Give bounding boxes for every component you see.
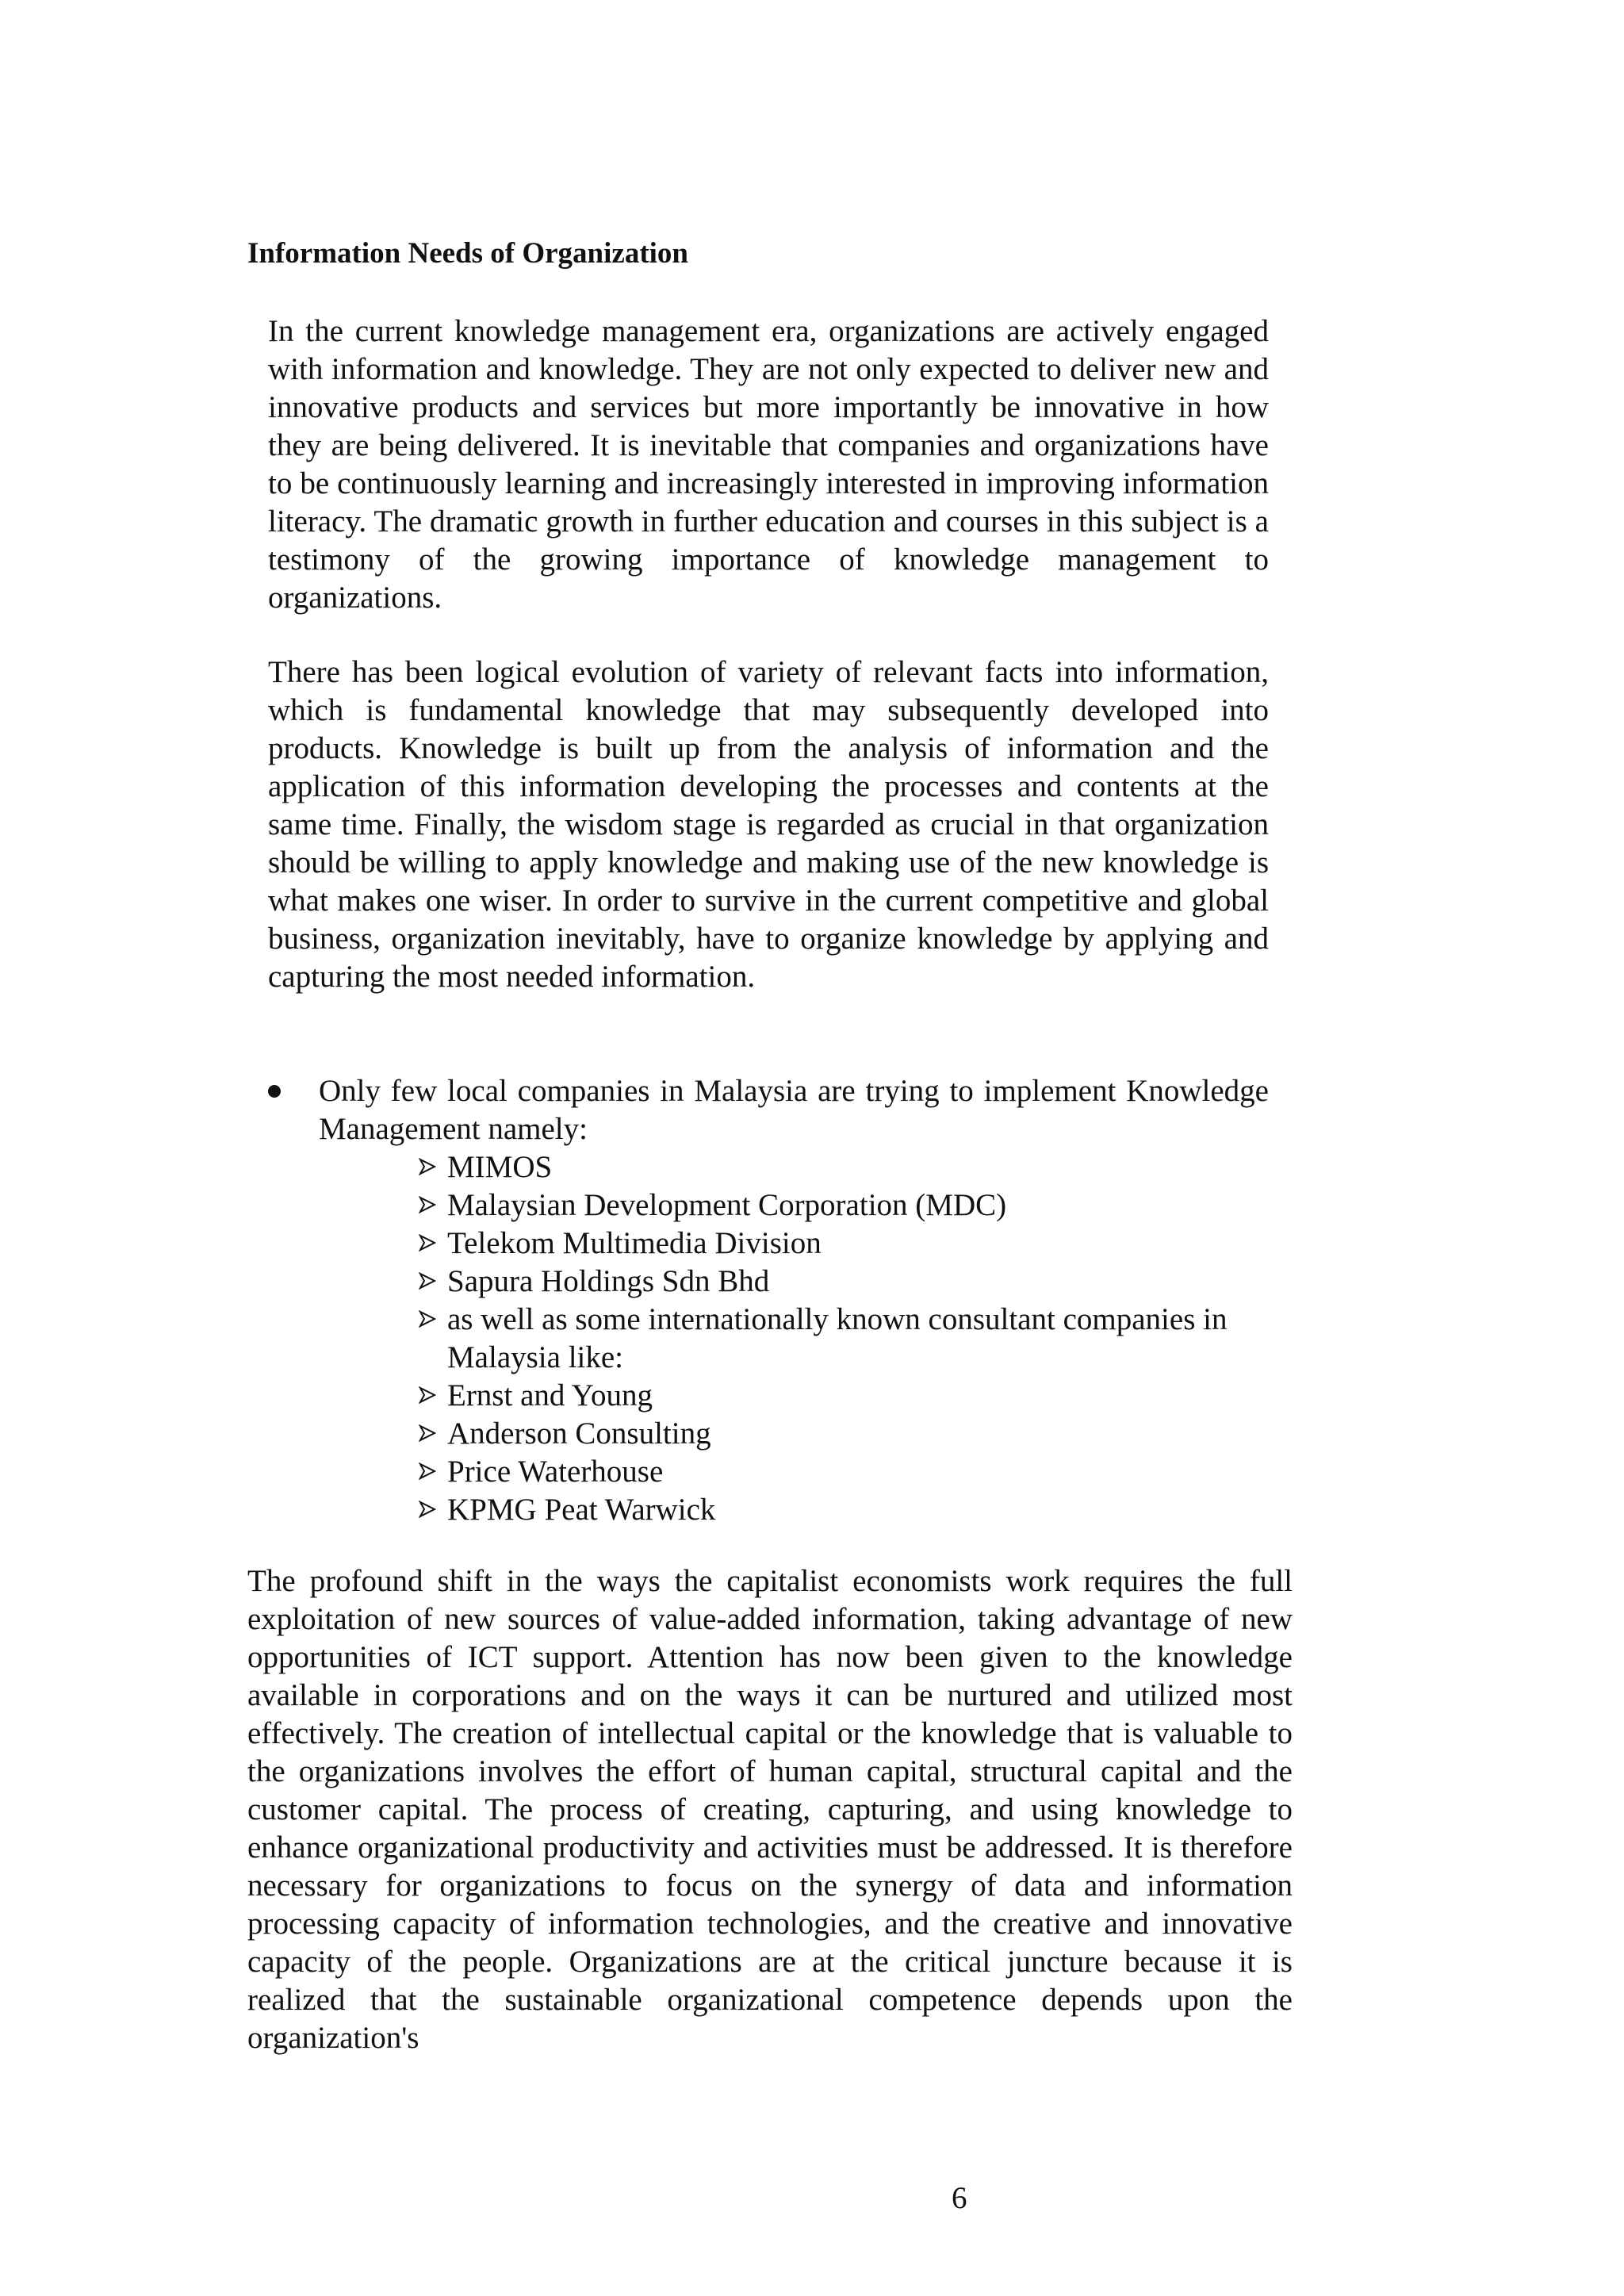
arrowhead-bullet-icon bbox=[419, 1462, 436, 1480]
paragraph-closing: The profound shift in the ways the capitalist economists work requires the full exploitation of new sources of value-added information, taking advantage of new opportunities of ICT support. Attention has now been given to the knowledge available in corporations and on the ways it can be nurtured and utilized most effectively. The creation of intellectual capital or the knowledge that is valuable to the organizations involves the effort of human capital, structural capital and the customer capital. The process of creating, capturing, and using knowledge to enhance organizational productivity and activities must be addressed. It is therefore necessary for organizations to focus on the synergy of data and information processing capacity of information technologies, and the creative and innovative capacity of the people. Organizations are at the critical juncture because it is realized that the sustainable organizational competence depends upon the organization's bbox=[247, 1564, 1293, 2055]
bullet-text: Only few local companies in Malaysia are trying to implement Knowledge Management namely: bbox=[319, 1074, 1269, 1146]
list-item-text: Sapura Holdings Sdn Bhd bbox=[447, 1264, 770, 1298]
list-item-text: KPMG Peat Warwick bbox=[447, 1493, 716, 1527]
list-item-text: Ernst and Young bbox=[447, 1378, 653, 1412]
list-item-text: MIMOS bbox=[447, 1150, 553, 1184]
list-item bbox=[420, 1186, 1269, 1225]
page-number: 6 bbox=[952, 2181, 967, 2215]
list-item bbox=[420, 1453, 1269, 1491]
arrowhead-bullet-icon bbox=[419, 1196, 436, 1213]
arrowhead-bullet-icon bbox=[419, 1310, 436, 1328]
arrowhead-bullet-icon bbox=[419, 1386, 436, 1404]
arrowhead-bullet-icon bbox=[419, 1424, 436, 1442]
list-item bbox=[420, 1415, 1269, 1453]
list-item-text: as well as some internationally known consultant companies in Malaysia like: bbox=[447, 1302, 1228, 1374]
arrowhead-bullet-icon bbox=[419, 1158, 436, 1175]
list-item bbox=[420, 1263, 1269, 1301]
list-item bbox=[420, 1491, 1269, 1529]
arrowhead-bullet-icon bbox=[419, 1272, 436, 1290]
paragraph-evolution: There has been logical evolution of variety of relevant facts into information, which is fundamental knowledge that may subsequently developed into products. Knowledge is built up from the analysis of information and the application of this information developing the processes and contents at the same time. Finally, the wisdom stage is regarded as crucial in that organization should be willing to apply knowledge and making use of the new knowledge is what makes one wiser. In order to survive in the current competitive and global business, organization inevitably, have to organize knowledge by applying and capturing the most needed information. bbox=[268, 655, 1269, 994]
paragraph-intro: In the current knowledge management era, organizations are actively engaged with information and knowledge. They are not only expected to deliver new and innovative products and services but more importantly be innovative in how they are being delivered. It is inevitable that companies and organizations have to be continuously learning and increasingly interested in improving information literacy. The dramatic growth in further education and courses in this subject is a testimony of the growing importance of knowledge management to organizations. bbox=[268, 314, 1269, 615]
list-item-text: Malaysian Development Corporation (MDC) bbox=[447, 1188, 1007, 1222]
list-item-text: Price Waterhouse bbox=[447, 1455, 664, 1489]
section-heading: Information Needs of Organization bbox=[247, 237, 688, 270]
list-item-text: Telekom Multimedia Division bbox=[447, 1226, 822, 1260]
list-item bbox=[420, 1225, 1269, 1263]
arrowhead-bullet-icon bbox=[419, 1501, 436, 1518]
list-item-text: Anderson Consulting bbox=[447, 1416, 711, 1451]
company-list bbox=[420, 1148, 1269, 1529]
list-item bbox=[420, 1377, 1269, 1415]
list-item bbox=[420, 1148, 1269, 1186]
arrowhead-bullet-icon bbox=[419, 1234, 436, 1251]
bullet-dot-icon bbox=[268, 1085, 281, 1098]
list-item bbox=[420, 1301, 1269, 1377]
